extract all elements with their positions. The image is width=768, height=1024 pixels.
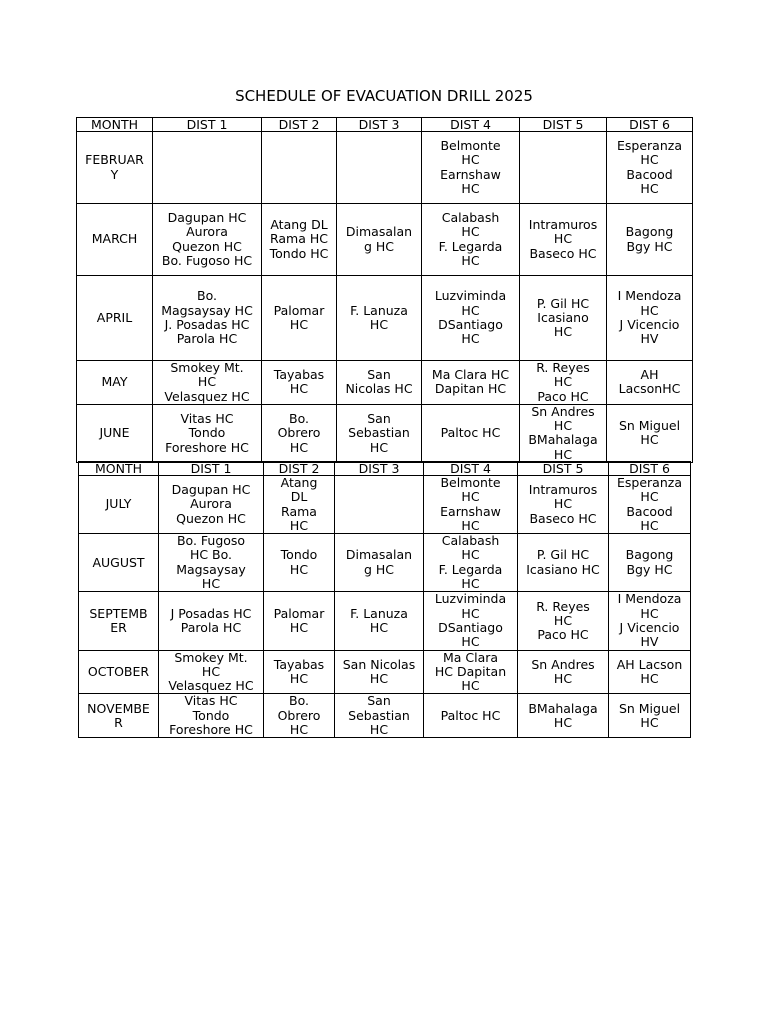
table-cell: Smokey Mt. HC Velasquez HC: [153, 361, 262, 405]
table-cell: Atang DL Rama HC: [264, 476, 335, 534]
table-cell: Bo. Obrero HC: [264, 694, 335, 738]
header-dist-3: DIST 3: [335, 462, 424, 476]
table-cell: R. Reyes HC Paco HC: [520, 361, 607, 405]
table-cell: Sn Miguel HC: [607, 404, 693, 462]
header-dist-4: DIST 4: [424, 462, 518, 476]
table-cell: Dimasalan g HC: [337, 204, 422, 276]
table-row: [77, 276, 693, 361]
table-cell: P. Gil HC Icasiano HC: [518, 534, 609, 592]
table-cell: Bagong Bgy HC: [607, 204, 693, 276]
header-dist-1: DIST 1: [159, 462, 264, 476]
table-cell: Intramuros HC Baseco HC: [520, 204, 607, 276]
table-cell: Tondo HC: [264, 534, 335, 592]
month-cell: SEPTEMB ER: [79, 592, 159, 650]
header-dist-2: DIST 2: [264, 462, 335, 476]
header-dist-5: DIST 5: [520, 118, 607, 132]
table-cell: Tayabas HC: [262, 361, 337, 405]
table-cell: Sn Andres HC BMahalaga HC: [520, 404, 607, 462]
table-cell: Smokey Mt. HC Velasquez HC: [159, 650, 264, 694]
table-header-row: [79, 462, 691, 476]
table-row: [77, 404, 693, 462]
table-cell: Esperanza HC Bacood HC: [607, 132, 693, 204]
table-row: [77, 204, 693, 276]
table-header-row: [77, 118, 693, 132]
table-cell: Sn Andres HC: [518, 650, 609, 694]
month-cell: APRIL: [77, 276, 153, 361]
table-cell: [153, 132, 262, 204]
table-cell: Calabash HC F. Legarda HC: [424, 534, 518, 592]
table-cell: Ma Clara HC Dapitan HC: [424, 650, 518, 694]
table-cell: San Nicolas HC: [337, 361, 422, 405]
table-cell: San Sebastian HC: [335, 694, 424, 738]
table-cell: J Posadas HC Parola HC: [159, 592, 264, 650]
header-dist-1: DIST 1: [153, 118, 262, 132]
month-cell: AUGUST: [79, 534, 159, 592]
table-cell: Dagupan HC Aurora Quezon HC: [159, 476, 264, 534]
table-cell: Esperanza HC Bacood HC: [609, 476, 691, 534]
month-cell: MARCH: [77, 204, 153, 276]
month-cell: JUNE: [77, 404, 153, 462]
table-cell: Luzviminda HC DSantiago HC: [424, 592, 518, 650]
table-cell: Luzviminda HC DSantiago HC: [422, 276, 520, 361]
month-cell: NOVEMBE R: [79, 694, 159, 738]
table-row: [79, 650, 691, 694]
table-cell: Dimasalan g HC: [335, 534, 424, 592]
header-dist-3: DIST 3: [337, 118, 422, 132]
document-title: SCHEDULE OF EVACUATION DRILL 2025: [235, 87, 533, 105]
table-cell: Dagupan HC Aurora Quezon HC Bo. Fugoso HC: [153, 204, 262, 276]
header-dist-6: DIST 6: [609, 462, 691, 476]
table-cell: Bagong Bgy HC: [609, 534, 691, 592]
table-cell: Calabash HC F. Legarda HC: [422, 204, 520, 276]
table-cell: F. Lanuza HC: [337, 276, 422, 361]
header-dist-2: DIST 2: [262, 118, 337, 132]
table-cell: BMahalaga HC: [518, 694, 609, 738]
table-cell: Sn Miguel HC: [609, 694, 691, 738]
table-cell: San Nicolas HC: [335, 650, 424, 694]
table-cell: [337, 132, 422, 204]
table-cell: Intramuros HC Baseco HC: [518, 476, 609, 534]
table-cell: Palomar HC: [264, 592, 335, 650]
schedule-table-july-nov: [78, 461, 691, 738]
table-cell: Tayabas HC: [264, 650, 335, 694]
table-cell: Paltoc HC: [424, 694, 518, 738]
table-cell: P. Gil HC Icasiano HC: [520, 276, 607, 361]
table-cell: Vitas HC Tondo Foreshore HC: [159, 694, 264, 738]
schedule-table-feb-june: [76, 117, 693, 463]
table-cell: [335, 476, 424, 534]
table-cell: Palomar HC: [262, 276, 337, 361]
table-row: [79, 534, 691, 592]
table-cell: Vitas HC Tondo Foreshore HC: [153, 404, 262, 462]
table-cell: Bo. Obrero HC: [262, 404, 337, 462]
table-row: [77, 361, 693, 405]
table-cell: I Mendoza HC J Vicencio HV: [607, 276, 693, 361]
table-row: [79, 592, 691, 650]
month-cell: JULY: [79, 476, 159, 534]
table-row: [77, 132, 693, 204]
month-cell: FEBRUAR Y: [77, 132, 153, 204]
table-cell: San Sebastian HC: [337, 404, 422, 462]
table-row: [79, 476, 691, 534]
table-cell: R. Reyes HC Paco HC: [518, 592, 609, 650]
table-cell: Ma Clara HC Dapitan HC: [422, 361, 520, 405]
table-cell: Belmonte HC Earnshaw HC: [422, 132, 520, 204]
table-cell: Paltoc HC: [422, 404, 520, 462]
table-cell: Belmonte HC Earnshaw HC: [424, 476, 518, 534]
table-cell: F. Lanuza HC: [335, 592, 424, 650]
header-dist-5: DIST 5: [518, 462, 609, 476]
table-cell: AH Lacson HC: [609, 650, 691, 694]
table-cell: Atang DL Rama HC Tondo HC: [262, 204, 337, 276]
header-dist-6: DIST 6: [607, 118, 693, 132]
table-row: [79, 694, 691, 738]
month-cell: MAY: [77, 361, 153, 405]
table-cell: Bo. Fugoso HC Bo. Magsaysay HC: [159, 534, 264, 592]
table-cell: AH LacsonHC: [607, 361, 693, 405]
header-month: MONTH: [79, 462, 159, 476]
header-month: MONTH: [77, 118, 153, 132]
table-cell: [520, 132, 607, 204]
table-cell: I Mendoza HC J Vicencio HV: [609, 592, 691, 650]
month-cell: OCTOBER: [79, 650, 159, 694]
header-dist-4: DIST 4: [422, 118, 520, 132]
table-cell: [262, 132, 337, 204]
table-cell: Bo. Magsaysay HC J. Posadas HC Parola HC: [153, 276, 262, 361]
